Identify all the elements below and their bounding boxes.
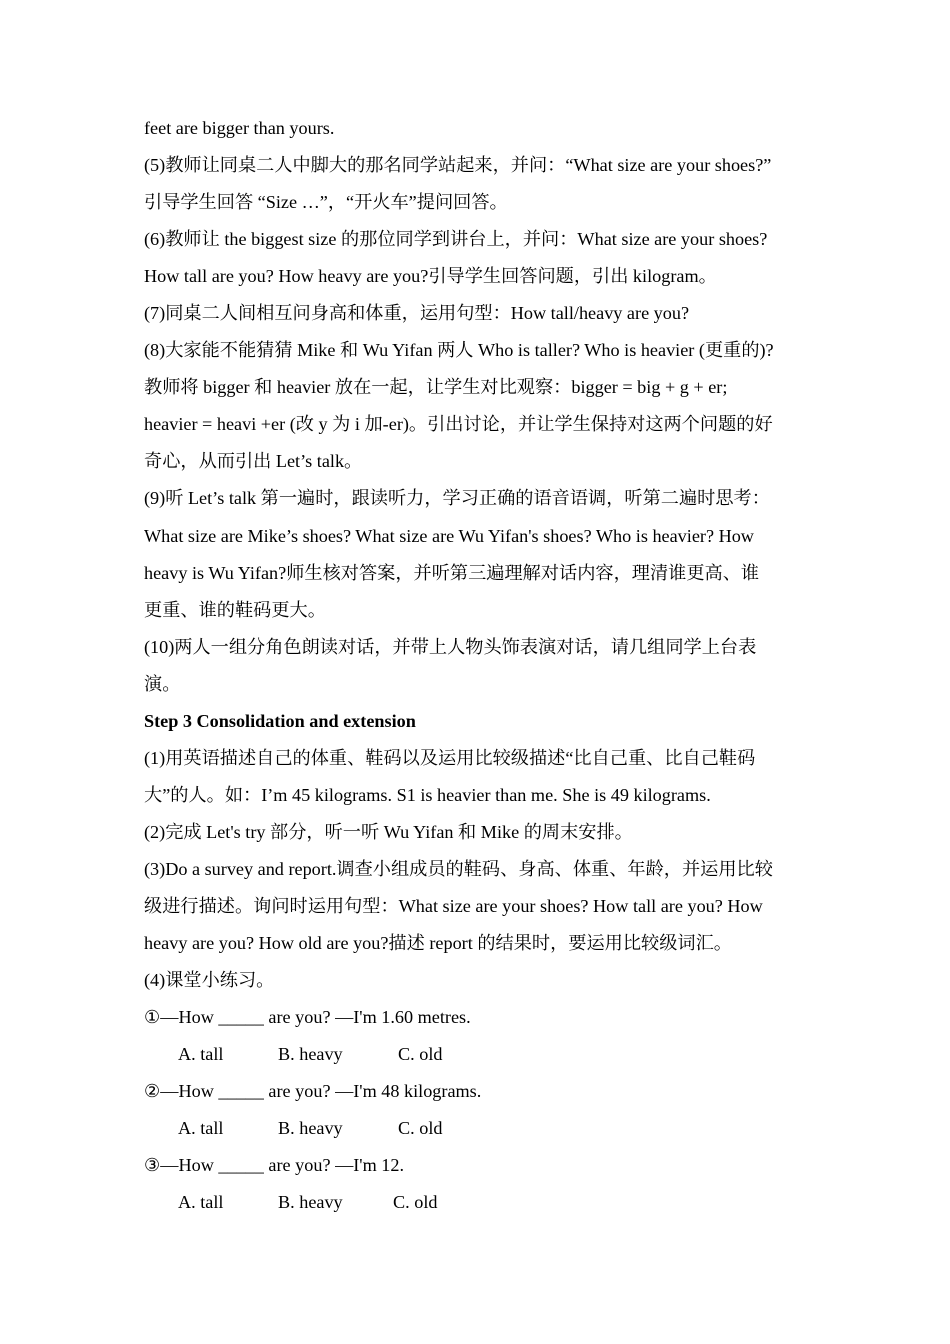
- text-line: heavier = heavi +er (改 y 为 i 加-er)。引出讨论，并让学生保持对这两个问题的好: [144, 414, 773, 435]
- option-b: B. heavy: [278, 1118, 343, 1139]
- text-line: 大”的人。如：I’m 45 kilograms. S1 is heavier than me. She is 49 kilograms.: [144, 784, 711, 805]
- text-line: What size are Mike’s shoes? What size are Wu Yifan's shoes? Who is heavier? How: [144, 525, 754, 546]
- text-line: (5)教师让同桌二人中脚大的那名同学站起来，并问：“What size are your shoes?”: [144, 155, 772, 176]
- text-line: (6)教师让 the biggest size 的那位同学到讲台上，并问：What size are your shoes?: [144, 229, 768, 250]
- text-line: 级进行描述。询问时运用句型：What size are your shoes? How tall are you? How: [144, 895, 763, 916]
- text-line: (10)两人一组分角色朗读对话，并带上人物头饰表演对话，请几组同学上台表: [144, 636, 757, 657]
- document-body: [144, 110, 814, 1221]
- exercise-question: ①—How _____ are you? —I'm 1.60 metres.: [144, 1007, 471, 1028]
- option-c: C. old: [393, 1192, 438, 1213]
- exercise-question: ②—How _____ are you? —I'm 48 kilograms.: [144, 1081, 482, 1102]
- section-heading-step3: Step 3 Consolidation and extension: [144, 710, 416, 731]
- text-line: (2)完成 Let's try 部分，听一听 Wu Yifan 和 Mike 的周末安排。: [144, 821, 633, 842]
- exercise-question: ③—How _____ are you? —I'm 12.: [144, 1155, 405, 1176]
- text-line: 引导学生回答 “Size …”，“开火车”提问回答。: [144, 192, 508, 213]
- text-line: 演。: [144, 673, 181, 694]
- text-line: heavy is Wu Yifan?师生核对答案，并听第三遍理解对话内容，理清谁更高、谁: [144, 562, 760, 583]
- exercise-options: [144, 1110, 814, 1147]
- text-line: heavy are you? How old are you?描述 report 的结果时，要运用比较级词汇。: [144, 933, 732, 954]
- text-line: 教师将 bigger 和 heavier 放在一起，让学生对比观察：bigger = big + g + er;: [144, 377, 728, 398]
- text-line: 奇心，从而引出 Let’s talk。: [144, 451, 363, 472]
- text-line: How tall are you? How heavy are you?引导学生回答问题，引出 kilogram。: [144, 266, 717, 287]
- option-c: C. old: [398, 1044, 443, 1065]
- text-line: (9)听 Let’s talk 第一遍时，跟读听力，学习正确的语音语调，听第二遍时思考：: [144, 488, 770, 509]
- option-a: A. tall: [178, 1192, 224, 1213]
- option-a: A. tall: [178, 1044, 224, 1065]
- text-line: (8)大家能不能猜猜 Mike 和 Wu Yifan 两人 Who is taller? Who is heavier (更重的)?: [144, 340, 774, 361]
- option-c: C. old: [398, 1118, 443, 1139]
- exercise-options: [144, 1036, 814, 1073]
- text-line: (4)课堂小练习。: [144, 970, 275, 991]
- exercise-options: [144, 1184, 814, 1221]
- option-b: B. heavy: [278, 1192, 343, 1213]
- option-b: B. heavy: [278, 1044, 343, 1065]
- text-line: (7)同桌二人间相互问身高和体重，运用句型：How tall/heavy are you?: [144, 303, 690, 324]
- text-line: 更重、谁的鞋码更大。: [144, 599, 326, 620]
- option-a: A. tall: [178, 1118, 224, 1139]
- text-line: feet are bigger than yours.: [144, 118, 335, 138]
- text-line: (1)用英语描述自己的体重、鞋码以及运用比较级描述“比自己重、比自己鞋码: [144, 747, 756, 768]
- text-line: (3)Do a survey and report.调查小组成员的鞋码、身高、体重、年龄，并运用比较: [144, 858, 773, 879]
